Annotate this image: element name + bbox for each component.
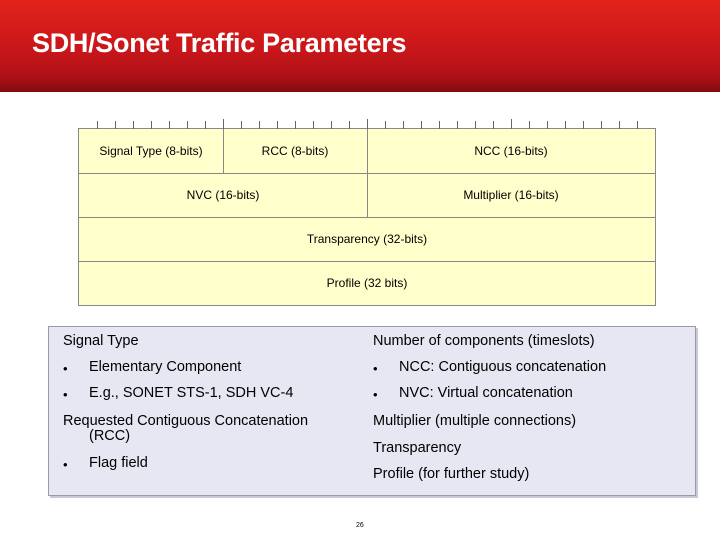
list-item: NVC: Virtual concatenation xyxy=(399,385,573,401)
bit-tick xyxy=(241,121,242,129)
bit-tick xyxy=(205,121,206,129)
bit-tick xyxy=(349,121,350,129)
bullet-marker: • xyxy=(63,457,68,472)
bit-tick xyxy=(619,121,620,129)
bit-tick xyxy=(439,121,440,129)
title-bar-shade xyxy=(0,76,720,92)
multiplier-heading: Multiplier (multiple connections) xyxy=(373,413,577,429)
bit-tick xyxy=(331,121,332,129)
bit-tick xyxy=(259,121,260,129)
bit-tick xyxy=(511,119,512,129)
field-rcc: RCC (8-bits) xyxy=(261,144,329,158)
bit-tick xyxy=(601,121,602,129)
list-item: Flag field xyxy=(89,455,148,471)
bit-tick xyxy=(133,121,134,129)
bit-tick xyxy=(187,121,188,129)
bit-tick xyxy=(547,121,548,129)
field-transparency: Transparency (32-bits) xyxy=(306,232,428,246)
transparency-heading: Transparency xyxy=(373,440,462,456)
bullet-marker: • xyxy=(373,387,378,402)
list-item: NCC: Contiguous concatenation xyxy=(399,359,607,375)
bullet-marker: • xyxy=(63,387,68,402)
title-bar xyxy=(0,0,720,92)
bit-tick xyxy=(637,121,638,129)
bit-tick xyxy=(313,121,314,129)
list-item: E.g., SONET STS-1, SDH VC-4 xyxy=(89,385,294,401)
bit-tick xyxy=(169,121,170,129)
field-signal-type: Signal Type (8-bits) xyxy=(99,144,203,158)
bit-tick xyxy=(151,121,152,129)
field-nvc: NVC (16-bits) xyxy=(186,188,260,202)
description-panel xyxy=(48,326,696,496)
bullet-marker: • xyxy=(373,361,378,376)
profile-heading: Profile (for further study) xyxy=(373,466,530,482)
list-item: Elementary Component xyxy=(89,359,242,375)
frame-format-diagram xyxy=(78,128,656,306)
bullet-marker: • xyxy=(63,361,68,376)
bit-tick xyxy=(223,119,224,129)
bit-tick xyxy=(115,121,116,129)
bit-tick xyxy=(583,121,584,129)
bit-tick xyxy=(277,121,278,129)
bit-tick xyxy=(97,121,98,129)
bit-tick xyxy=(421,121,422,129)
field-ncc: NCC (16-bits) xyxy=(474,144,548,158)
bit-tick xyxy=(493,121,494,129)
slide-title: SDH/Sonet Traffic Parameters xyxy=(32,28,407,58)
bit-tick xyxy=(367,119,368,129)
rcc-heading-line2: (RCC) xyxy=(89,428,131,444)
signal-type-heading: Signal Type xyxy=(63,333,139,349)
bit-tick xyxy=(295,121,296,129)
components-heading: Number of components (timeslots) xyxy=(373,333,595,349)
bit-tick xyxy=(457,121,458,129)
bit-tick xyxy=(529,121,530,129)
bit-tick xyxy=(385,121,386,129)
bit-tick xyxy=(475,121,476,129)
rcc-heading-line1: Requested Contiguous Concatenation xyxy=(63,413,309,429)
bit-tick xyxy=(403,121,404,129)
page-number: 26 xyxy=(356,522,364,529)
bit-tick xyxy=(565,121,566,129)
field-profile: Profile (32 bits) xyxy=(326,276,408,290)
field-multiplier: Multiplier (16-bits) xyxy=(463,188,559,202)
